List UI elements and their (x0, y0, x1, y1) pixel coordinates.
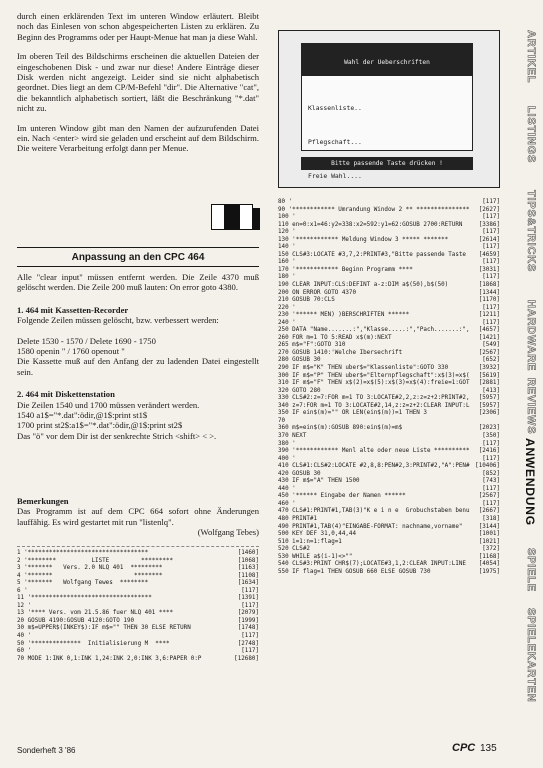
listing-line (17, 565, 259, 573)
listing-code: 400 ' (278, 455, 296, 462)
listing-line (278, 350, 500, 358)
listing-checksum: [117] (482, 455, 500, 462)
listing-code: 70 MODE 1:INK 0,1:INK 1,24:INK 2,0:INK 3,6:PAPER 0:P (17, 655, 202, 662)
listing-code: 500 KEY DEF 31,0,44,44 (278, 531, 357, 538)
paragraph: Im unteren Window gibt man den Namen der aufzurufenden Datei ein. Nach <enter> wird sie geladen und erscheint auf dem Bildschirm. Die weitere Verarbeitung erfolgt dann per Menue. (17, 122, 259, 154)
listing-line (17, 573, 259, 581)
listing-code: 530 WHILE a$(i-1)<>"" (278, 553, 353, 560)
program-listing-right (278, 199, 500, 576)
author: (Wolfgang Tebes) (197, 527, 259, 538)
listing-line (17, 648, 259, 656)
screen-prompt: Bitte passende Taste drücken ! (301, 157, 473, 170)
listing-checksum: [5957] (478, 402, 500, 409)
listing-code: 180 ' (278, 274, 296, 281)
listing-code: 420 GOSUB 30 (278, 470, 321, 477)
listing-code: 20 GOSUB 4190:GOSUB 4120:GOTO 190 (17, 617, 135, 624)
paragraph: Die Zeilen 1540 und 1700 müssen verändert werden. (17, 399, 200, 410)
screen-title: Wahl der Ueberschriften (344, 59, 430, 66)
listing-line (278, 237, 500, 245)
listing-checksum: [10406] (475, 463, 500, 470)
listing-line (278, 199, 500, 207)
listing-line (278, 524, 500, 532)
listing-code: 12 ' (17, 602, 32, 609)
listing-checksum: [3932] (478, 365, 500, 372)
menu-item: Pflegschaft... (308, 138, 362, 147)
side-tab-listings: LISTINGS (525, 106, 537, 164)
listing-line (278, 297, 500, 305)
listing-checksum: [3031] (478, 266, 500, 273)
listing-line (17, 618, 259, 626)
paragraph: Die Kassette muß auf den Anfang der zu ladenden Datei eingestellt sein. (17, 356, 259, 377)
listing-line (278, 357, 500, 365)
listing-line (278, 478, 500, 486)
listing-checksum: [1163] (237, 565, 259, 572)
listing-code: 290 IF m$="K" THEN uber$="Klassenliste":GOTO 330 (278, 365, 449, 372)
listing-code: 250 DATA "Name.......:","Klasse.....:","Pach.......:", (278, 327, 470, 334)
listing-code: 150 CLS#3:LOCATE #3,7,2:PRINT#3,"Bitte passende Taste (278, 251, 470, 258)
listing-code: 50 '************** Initialisierung M **** (17, 640, 170, 647)
listing-checksum: [1634] (237, 580, 259, 587)
listing-line (17, 656, 259, 664)
listing-code: 70 (278, 417, 286, 424)
listing-checksum: [117] (482, 319, 500, 326)
listing-checksum: [2567] (478, 493, 500, 500)
listing-line (278, 546, 500, 554)
listing-code: 360 m$=ein$(m):GOSUB 890:ein$(m)=m$ (278, 425, 403, 432)
listing-code: 240 ' (278, 319, 296, 326)
listing-line (278, 373, 500, 381)
listing-line (17, 603, 259, 611)
listing-line (17, 588, 259, 596)
listing-code: 100 ' (278, 214, 296, 221)
listing-code: 450 '****** Eingabe der Namen ****** (278, 493, 406, 500)
listing-checksum: [4657] (478, 327, 500, 334)
listing-checksum: [1868] (478, 282, 500, 289)
paragraph: Alle "clear input" müssen entfernt werden. Die Zeile 4370 muß gelöscht werden. Die Zeile 200 muß lauten: On error goto 4380. (17, 272, 259, 293)
listing-checksum: [4659] (478, 251, 500, 258)
listing-line (278, 395, 500, 403)
anpassung-section (17, 272, 259, 450)
listing-line (278, 433, 500, 441)
paragraph: Das Programm ist auf dem CPC 664 sofort ohne Änderungen lauffähig. Es wird gestartet mit run "listenlq". (17, 506, 259, 527)
listing-checksum: [117] (482, 440, 500, 447)
listing-code: 190 CLEAR INPUT:CLS:DEFINT a-z:DIM a$(50),b$(50) (278, 282, 449, 289)
listing-checksum: [117] (241, 648, 259, 655)
listing-line (278, 274, 500, 282)
listing-checksum: [12680] (234, 655, 259, 662)
listing-line (278, 539, 500, 547)
listing-checksum: [2416] (478, 448, 500, 455)
code-line: 1540 a1$="*.dat":ödir,@1$:print st1$ (17, 410, 148, 421)
listing-code: 310 IF m$="F" THEN x$(2)=x$(5):x$(3)=x$(4):freie=1:GOT (278, 380, 470, 387)
listing-checksum: [117] (482, 199, 500, 205)
listing-code: 480 PRINT#1 (278, 515, 318, 522)
listing-checksum: [1999] (237, 617, 259, 624)
listing-code: 330 CLS#2:z=7:FOR m=1 TO 3:LOCATE#2,2,z:z=z+2:PRINT#2, (278, 395, 470, 402)
listing-line (278, 380, 500, 388)
listing-code: 300 IF m$="P" THEN uber$="Elternpflegschaft":x$(3)=x$( (278, 372, 470, 379)
listing-line (278, 463, 500, 471)
paragraph: Folgende Zeilen müssen gelöscht, bzw. verbessert werden: (17, 315, 219, 326)
listing-checksum: [1460] (237, 550, 259, 556)
listing-checksum: [2881] (478, 380, 500, 387)
listing-checksum: [1748] (237, 625, 259, 632)
listing-checksum: [117] (482, 229, 500, 236)
listing-checksum: [117] (482, 214, 500, 221)
listing-line (278, 471, 500, 479)
disk-illustration (211, 200, 259, 230)
intro-text (17, 11, 259, 163)
heading-rule-top (17, 247, 259, 248)
listing-checksum: [1391] (237, 595, 259, 602)
listing-checksum: [3386] (478, 221, 500, 228)
listing-line (278, 418, 500, 426)
listing-code: 13 '**** Vers. vom 21.5.86 fuer NLQ 401 **** (17, 610, 174, 617)
listing-code: 390 '************ Menl alte oder neue Liste ********** (278, 448, 470, 455)
listing-line (278, 229, 500, 237)
listing-checksum: [1975] (478, 568, 500, 575)
side-tab-spiele: SPIELE (525, 548, 537, 592)
listing-code: 90 '************ Umrandung Window 2 ** *************** (278, 206, 470, 213)
listing-code: 320 GOTO 280 (278, 387, 321, 394)
listing-code: 2 '******** LISTE ********* (17, 557, 174, 564)
footer-brand: CPC (452, 742, 476, 754)
listing-code: 60 ' (17, 648, 32, 655)
listing-code: 510 i=1:n=1:flag=1 (278, 538, 342, 545)
paragraph: durch einen erklärenden Text im unteren Window erläutert. Bleibt noch das Einlesen von schon abgespeicherten Listen zu erklären. Zu Beginn des Programms oder per Haupt-Menue hat man ja diese Wahl. (17, 11, 259, 42)
listing-code: 265 m$="F":GOTO 310 (278, 342, 346, 349)
listing-line (278, 448, 500, 456)
subheading: Bemerkungen (17, 496, 69, 506)
listing-checksum: [2627] (478, 206, 500, 213)
listing-code: 30 m$=UPPER$(INKEY$):IF m$="" THEN 30 ELSE RETURN (17, 625, 191, 632)
listing-code: 220 ' (278, 304, 296, 311)
side-tab-reviews: REVIEWS (525, 378, 537, 435)
listing-code: 460 ' (278, 500, 296, 507)
listing-code: 170 '************ Beginn Programm **** (278, 266, 413, 273)
listing-line (278, 320, 500, 328)
listing-checksum: [1021] (478, 538, 500, 545)
listing-code: 110 en=0:x1=46:y2=338:x2=592:y1=62:GOSUB 2700:RETURN (278, 221, 463, 228)
menu-item: Freie Wahl.... (308, 171, 362, 180)
listing-checksum: [2748] (237, 640, 259, 647)
listing-line (278, 508, 500, 516)
listing-line (278, 456, 500, 464)
listing-checksum: [350] (482, 432, 500, 439)
listing-checksum: [2079] (237, 610, 259, 617)
listing-code: 370 NEXT (278, 432, 307, 439)
listing-line (278, 214, 500, 222)
listing-code: 11 '********************************** (17, 595, 152, 602)
side-tab-tips: TIPS&TRICKS (525, 190, 537, 273)
listing-line (278, 486, 500, 494)
listing-code: 340 z=7:FOR m=1 TO 3:LOCATE#2,14,z:z=z+2:CLEAR INPUT:L (278, 402, 470, 409)
side-tab-hardware: HARDWARE (525, 300, 537, 372)
listing-code: 3 '******* Vers. 2.0 NLQ 401 ********* (17, 565, 163, 572)
listing-line (278, 259, 500, 267)
listing-line (278, 531, 500, 539)
listing-code: 120 ' (278, 229, 296, 236)
listing-code: 6 ' (17, 587, 28, 594)
listing-line (278, 222, 500, 230)
listing-code: 260 FOR m=1 TO 5:READ x$(m):NEXT (278, 334, 392, 341)
listing-separator (17, 546, 259, 547)
listing-line (17, 580, 259, 588)
listing-line (278, 365, 500, 373)
listing-checksum: [549] (482, 342, 500, 349)
listing-line (278, 493, 500, 501)
footer-issue: Sonderheft 3 '86 (17, 746, 76, 755)
listing-code: 520 CLS#2 (278, 546, 310, 553)
listing-code: 160 ' (278, 259, 296, 266)
listing-line (17, 633, 259, 641)
listing-code: 550 IF flag=1 THEN GOSUB 660 ELSE GOSUB 730 (278, 568, 431, 575)
listing-checksum: [1001] (478, 531, 500, 538)
listing-line (17, 610, 259, 618)
listing-checksum: [372] (482, 546, 500, 553)
listing-checksum: [413] (482, 387, 500, 394)
listing-checksum: [5619] (478, 372, 500, 379)
listing-line (278, 569, 500, 577)
listing-line (278, 501, 500, 509)
listing-line (278, 305, 500, 313)
listing-checksum: [1421] (478, 334, 500, 341)
menu-item: Klassenliste.. (308, 104, 362, 113)
listing-checksum: [1068] (237, 557, 259, 564)
listing-line (278, 290, 500, 298)
listing-checksum: [117] (482, 274, 500, 281)
listing-checksum: [4054] (478, 561, 500, 568)
screen-mockup (278, 30, 500, 188)
side-tab-anwendung: ANWENDUNG (523, 438, 537, 526)
listing-checksum: [852] (482, 470, 500, 477)
listing-checksum: [3144] (478, 523, 500, 530)
listing-code: 470 CLS#1:PRINT#1,TAB(3)"K e i n e Grobuchstaben benu (278, 508, 470, 515)
listing-checksum: [1108] (237, 572, 259, 579)
listing-code: 80 ' (278, 199, 293, 205)
paragraph: Im oberen Teil des Bildschirms erscheinen die aktuellen Dateien der eingeschobenen Disk - und zwar nur diese! Andere Einträge dieser Disk werden nicht angezeigt. Leider sind sie nicht alphabetisch geordnet. Dies liegt an dem CP/M-Befehl "dir". Die Alternative "cat", die bekanntlich alphabetisch sortiert, läßt die Beschränkung "*.dat" nicht zu. (17, 51, 259, 114)
listing-checksum: [5957] (478, 395, 500, 402)
listing-checksum: [117] (482, 244, 500, 251)
listing-code: 490 PRINT#1,TAB(4)"EINGABE-FORMAT: nachname,vorname" (278, 523, 463, 530)
listing-code: 200 ON ERROR GOTO 4370 (278, 289, 357, 296)
side-tab-spielekarten: SPIELEKARTEN (525, 608, 537, 703)
listing-checksum: [117] (241, 602, 259, 609)
listing-checksum: [318] (482, 515, 500, 522)
listing-code: 4 '******* ******** (17, 572, 163, 579)
listing-line (17, 595, 259, 603)
listing-code: 40 ' (17, 633, 32, 640)
bemerkungen-section (17, 496, 259, 538)
heading-rule-bottom (17, 266, 259, 267)
listing-code: 440 ' (278, 485, 296, 492)
listing-code: 410 CLS#1:CLS#2:LOCATE #2,8,8:PEN#2,3:PRINT#2,"A":PEN# (278, 463, 470, 470)
listing-line (278, 403, 500, 411)
listing-checksum: [117] (482, 500, 500, 507)
listing-checksum: [1168] (478, 553, 500, 560)
paragraph: Das "ö" vor dem Dir ist der senkrechte Strich <shift> < >. (17, 430, 217, 441)
listing-checksum: [117] (482, 259, 500, 266)
listing-line (17, 558, 259, 566)
listing-code: 350 IF ein$(m)="" OR LEN(ein$(m))=1 THEN 3 (278, 410, 427, 417)
listing-checksum: [117] (241, 633, 259, 640)
listing-checksum: [652] (482, 357, 500, 364)
listing-checksum: [1211] (478, 312, 500, 319)
listing-checksum: [2306] (478, 410, 500, 417)
listing-line (17, 625, 259, 633)
listing-line (278, 312, 500, 320)
program-listing-left (17, 550, 259, 663)
listing-code: 140 ' (278, 244, 296, 251)
listing-line (17, 550, 259, 558)
listing-checksum: [1170] (478, 297, 500, 304)
listing-code: 380 ' (278, 440, 296, 447)
listing-code: 280 GOSUB 30 (278, 357, 321, 364)
listing-code: 230 '****** MEN) )BERSCHRIFTEN ****** (278, 312, 410, 319)
code-line: 1580 openin " / 1760 openout " (17, 346, 125, 357)
listing-checksum: [2614] (478, 236, 500, 243)
side-tab-artikel: ARTIKEL (525, 30, 537, 84)
listing-checksum: [117] (241, 587, 259, 594)
listing-code: 270 GOSUB 1410:'Welche Ibersechrift (278, 349, 403, 356)
listing-line (278, 207, 500, 215)
listing-checksum: [1344] (478, 289, 500, 296)
listing-line (278, 244, 500, 252)
listing-line (17, 641, 259, 649)
listing-code: 130 '************ Meldung Window 3 ***** ******* (278, 236, 449, 243)
listing-line (278, 267, 500, 275)
code-line: Delete 1530 - 1570 / Delete 1690 - 1750 (17, 335, 156, 346)
section-heading: Anpassung an den CPC 464 (71, 252, 205, 263)
listing-code: 210 GOSUB 70:CLS (278, 297, 335, 304)
code-line: 1700 print st2$:a1$="*.dat":ödir,@1$:print st2$ (17, 420, 183, 431)
listing-checksum: [2667] (478, 508, 500, 515)
subheading: 2. 464 mit Diskettenstation (17, 389, 115, 400)
listing-line (278, 327, 500, 335)
listing-code: 1 '********************************** (17, 550, 149, 556)
listing-line (278, 342, 500, 350)
listing-checksum: [2567] (478, 349, 500, 356)
listing-line (278, 561, 500, 569)
listing-line (278, 441, 500, 449)
listing-line (278, 335, 500, 343)
listing-code: 5 '******* Wolfgang Tewes ******** (17, 580, 149, 587)
listing-line (278, 554, 500, 562)
listing-checksum: [117] (482, 485, 500, 492)
listing-line (278, 410, 500, 418)
listing-line (278, 282, 500, 290)
listing-checksum: [743] (482, 478, 500, 485)
listing-code: 540 CLS#3:PRINT CHR$(7);LOCATE#3,1,2:CLEAR INPUT:LINE (278, 561, 470, 568)
listing-code: 430 IF m$="A" THEN 1500 (278, 478, 360, 485)
listing-line (278, 388, 500, 396)
listing-checksum: [117] (482, 304, 500, 311)
listing-checksum: [2023] (478, 425, 500, 432)
listing-line (278, 516, 500, 524)
subheading: 1. 464 mit Kassetten-Recorder (17, 304, 129, 315)
listing-line (278, 252, 500, 260)
page-number: 135 (480, 743, 497, 754)
listing-line (278, 425, 500, 433)
